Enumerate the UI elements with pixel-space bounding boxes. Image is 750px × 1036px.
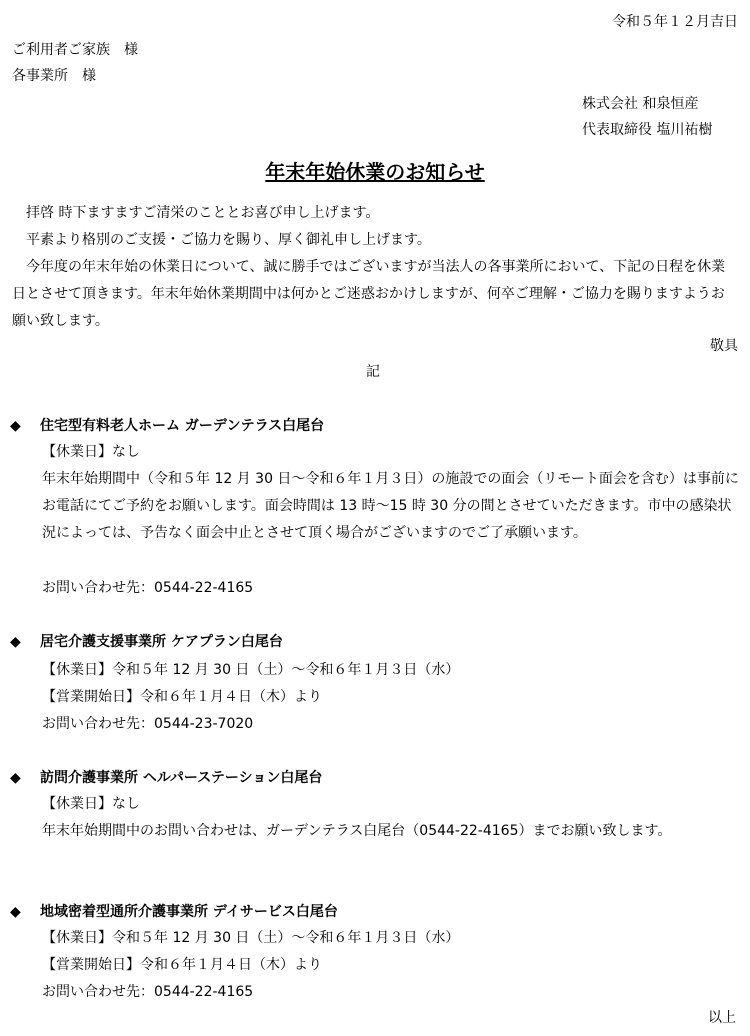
section-heading [10, 414, 324, 438]
holiday-info: 【休業日】なし [42, 796, 140, 812]
sender-company: 株式会社 和泉恒産 [582, 96, 699, 112]
closing-keigu: 敬具 [710, 338, 738, 354]
reopen-info: 【営業開始日】令和６年１月４日（木）より [42, 689, 322, 705]
contact-info: お問い合わせ先：0544-23-7020 [42, 716, 254, 732]
greeting-paragraph: 拝啓 時下ますますご清栄のこととお喜び申し上げます。 [26, 205, 380, 221]
contact-info: お問い合わせ先：0544-22-4165 [42, 580, 254, 596]
notice-paragraph: 今年度の年末年始の休業日について、誠に勝手ではございますが当法人の各事業所において、下記の日程を休業日とさせて頂きます。年末年始休業期間中は何かとご迷惑おかけしますが、何卒ご理解・ご協力を賜りますようお願い致します。 [12, 259, 726, 329]
contact-note: 年末年始期間中のお問い合わせは、ガーデンテラス白尾台（0544-22-4165）までお願い致します。 [42, 823, 672, 839]
diamond-bullet-icon: ◆ [10, 634, 21, 650]
section-heading [10, 900, 338, 924]
holiday-info: 【休業日】令和５年 12 月 30 日（土）～令和６年１月３日（水） [42, 930, 460, 946]
diamond-bullet-icon: ◆ [10, 418, 21, 434]
section-heading [10, 630, 283, 654]
facility-name: 住宅型有料老人ホーム ガーデンテラス白尾台 [40, 418, 325, 434]
holiday-info: 【休業日】なし [42, 444, 140, 460]
thanks-paragraph: 平素より格別のご支援・ご協力を賜り、厚く御礼申し上げます。 [26, 232, 431, 248]
recipient-families: ご利用者ご家族 様 [12, 42, 138, 58]
diamond-bullet-icon: ◆ [10, 770, 21, 786]
closing-ijou: 以上 [708, 1010, 736, 1026]
diamond-bullet-icon: ◆ [10, 904, 21, 920]
visiting-note: 年末年始期間中（令和５年 12 月 30 日～令和６年１月３日）の施設での面会（リモート面会を含む）は事前にお電話にてご予約をお願いします。面会時間は 13 時～15 時 30 分の間とさせていただきます。市中の感染状況によっては、予告なく面会中止とさせて頂く場合がございますのでご了承願います。 [42, 471, 739, 541]
sender-representative: 代表取締役 塩川祐樹 [582, 122, 713, 138]
ki-mark: 記 [366, 364, 380, 380]
facility-name: 居宅介護支援事業所 ケアプラン白尾台 [40, 634, 283, 650]
section-heading [10, 766, 322, 790]
facility-name: 訪問介護事業所 ヘルパーステーション白尾台 [40, 770, 323, 786]
document-title-text: 年末年始休業のお知らせ [265, 160, 485, 184]
document-title [0, 158, 750, 186]
facility-name: 地域密着型通所介護事業所 デイサービス白尾台 [40, 904, 338, 920]
holiday-info: 【休業日】令和５年 12 月 30 日（土）～令和６年１月３日（水） [42, 662, 460, 678]
document-date: 令和５年１２月吉日 [612, 14, 738, 30]
contact-info: お問い合わせ先：0544-22-4165 [42, 984, 254, 1000]
reopen-info: 【営業開始日】令和６年１月４日（木）より [42, 957, 322, 973]
recipient-offices: 各事業所 様 [12, 68, 96, 84]
